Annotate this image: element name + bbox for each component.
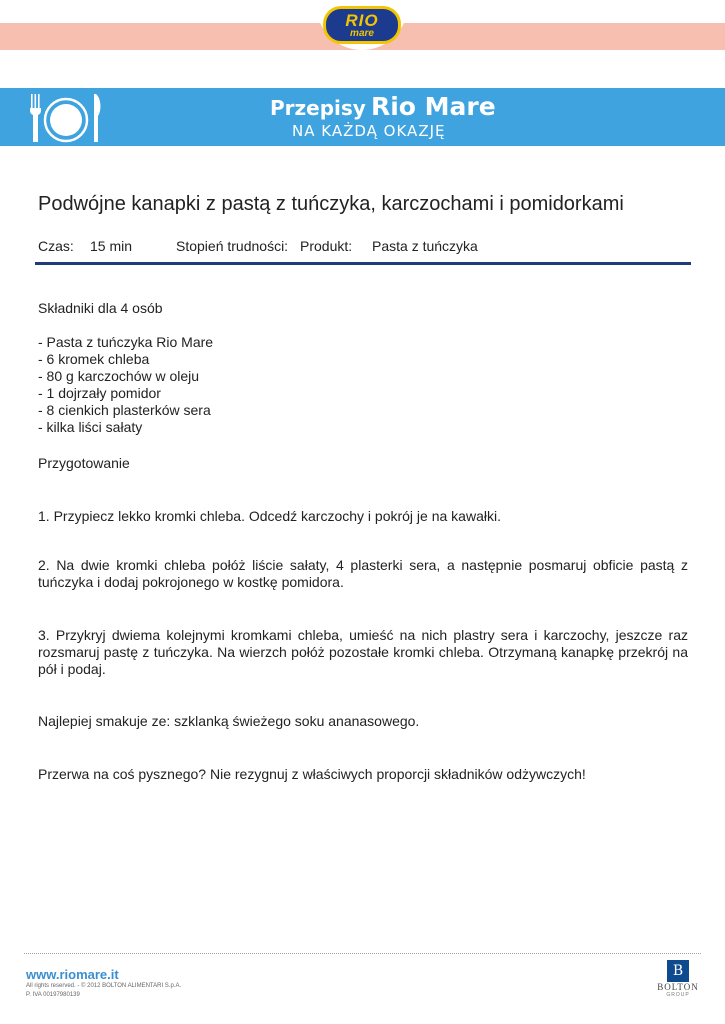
- banner-subtitle: NA KAŻDĄ OKAZJĘ: [292, 122, 446, 140]
- step-1: 1. Przypiecz lekko kromki chleba. Odcedź karczochy i pokrój je na kawałki.: [38, 508, 501, 524]
- logo-text-mare: mare: [350, 28, 374, 39]
- bolton-name: BOLTON: [657, 982, 699, 992]
- closing-note: Przerwa na coś pysznego? Nie rezygnuj z właściwych proporcji składników odżywczych!: [38, 766, 586, 782]
- step-2: 2. Na dwie kromki chleba połóż liście sałaty, 4 plasterki sera, a następnie posmaruj obficie pastą z tuńczyka i dodaj pokrojonego w kostkę pomidora.: [38, 557, 688, 590]
- list-item: - 80 g karczochów w oleju: [38, 368, 200, 384]
- rio-mare-logo[interactable]: [323, 6, 401, 44]
- bolton-mark-icon: B: [667, 960, 689, 982]
- plate-cutlery-icon: [26, 92, 106, 144]
- list-item: - 1 dojrzały pomidor: [38, 385, 161, 401]
- list-item: - 8 cienkich plasterków sera: [38, 402, 211, 418]
- time-value: 15 min: [90, 238, 133, 254]
- banner-title: [270, 94, 496, 119]
- banner-title-prefix: Przepisy: [270, 96, 366, 120]
- bolton-group-label: GROUP: [666, 992, 690, 998]
- copyright-text: All rights reserved. - © 2012 BOLTON ALIMENTARI S.p.A.: [26, 983, 182, 989]
- list-item: - kilka liści sałaty: [38, 419, 143, 435]
- preparation-heading: Przygotowanie: [38, 455, 130, 471]
- logo-text-rio: RIO: [345, 11, 379, 30]
- ingredients-heading: Składniki dla 4 osób: [38, 300, 163, 316]
- product-label: Produkt:: [300, 238, 353, 254]
- website-link[interactable]: www.riomare.it: [26, 967, 119, 982]
- bolton-group-logo: [650, 960, 706, 998]
- ingredients-list: [38, 334, 213, 436]
- product-value: Pasta z tuńczyka: [372, 238, 478, 254]
- step-3: 3. Przykryj dwiema kolejnymi kromkami chleba, umieść na nich plastry sera i karczochy, jeszcze raz rozsmaruj pastę z tuńczyka. Na wierzch połóż pozostałe kromki chleba. Otrzymaną kanapkę przekrój na pół i podaj.: [38, 627, 688, 677]
- time-label: Czas:: [38, 238, 74, 254]
- difficulty-label: Stopień trudności:: [176, 238, 289, 254]
- recipes-banner: [0, 88, 725, 146]
- vat-number: P. IVA 00197980139: [26, 992, 80, 998]
- header-divider: [35, 262, 691, 265]
- list-item: - 6 kromek chleba: [38, 351, 150, 367]
- recipe-title: Podwójne kanapki z pastą z tuńczyka, karczochami i pomidorkami: [38, 193, 624, 215]
- serving-tip: Najlepiej smakuje ze: szklanką świeżego soku ananasowego.: [38, 713, 420, 729]
- list-item: - Pasta z tuńczyka Rio Mare: [38, 334, 214, 350]
- footer-divider: [24, 953, 701, 954]
- banner-title-brand: Rio Mare: [370, 92, 496, 121]
